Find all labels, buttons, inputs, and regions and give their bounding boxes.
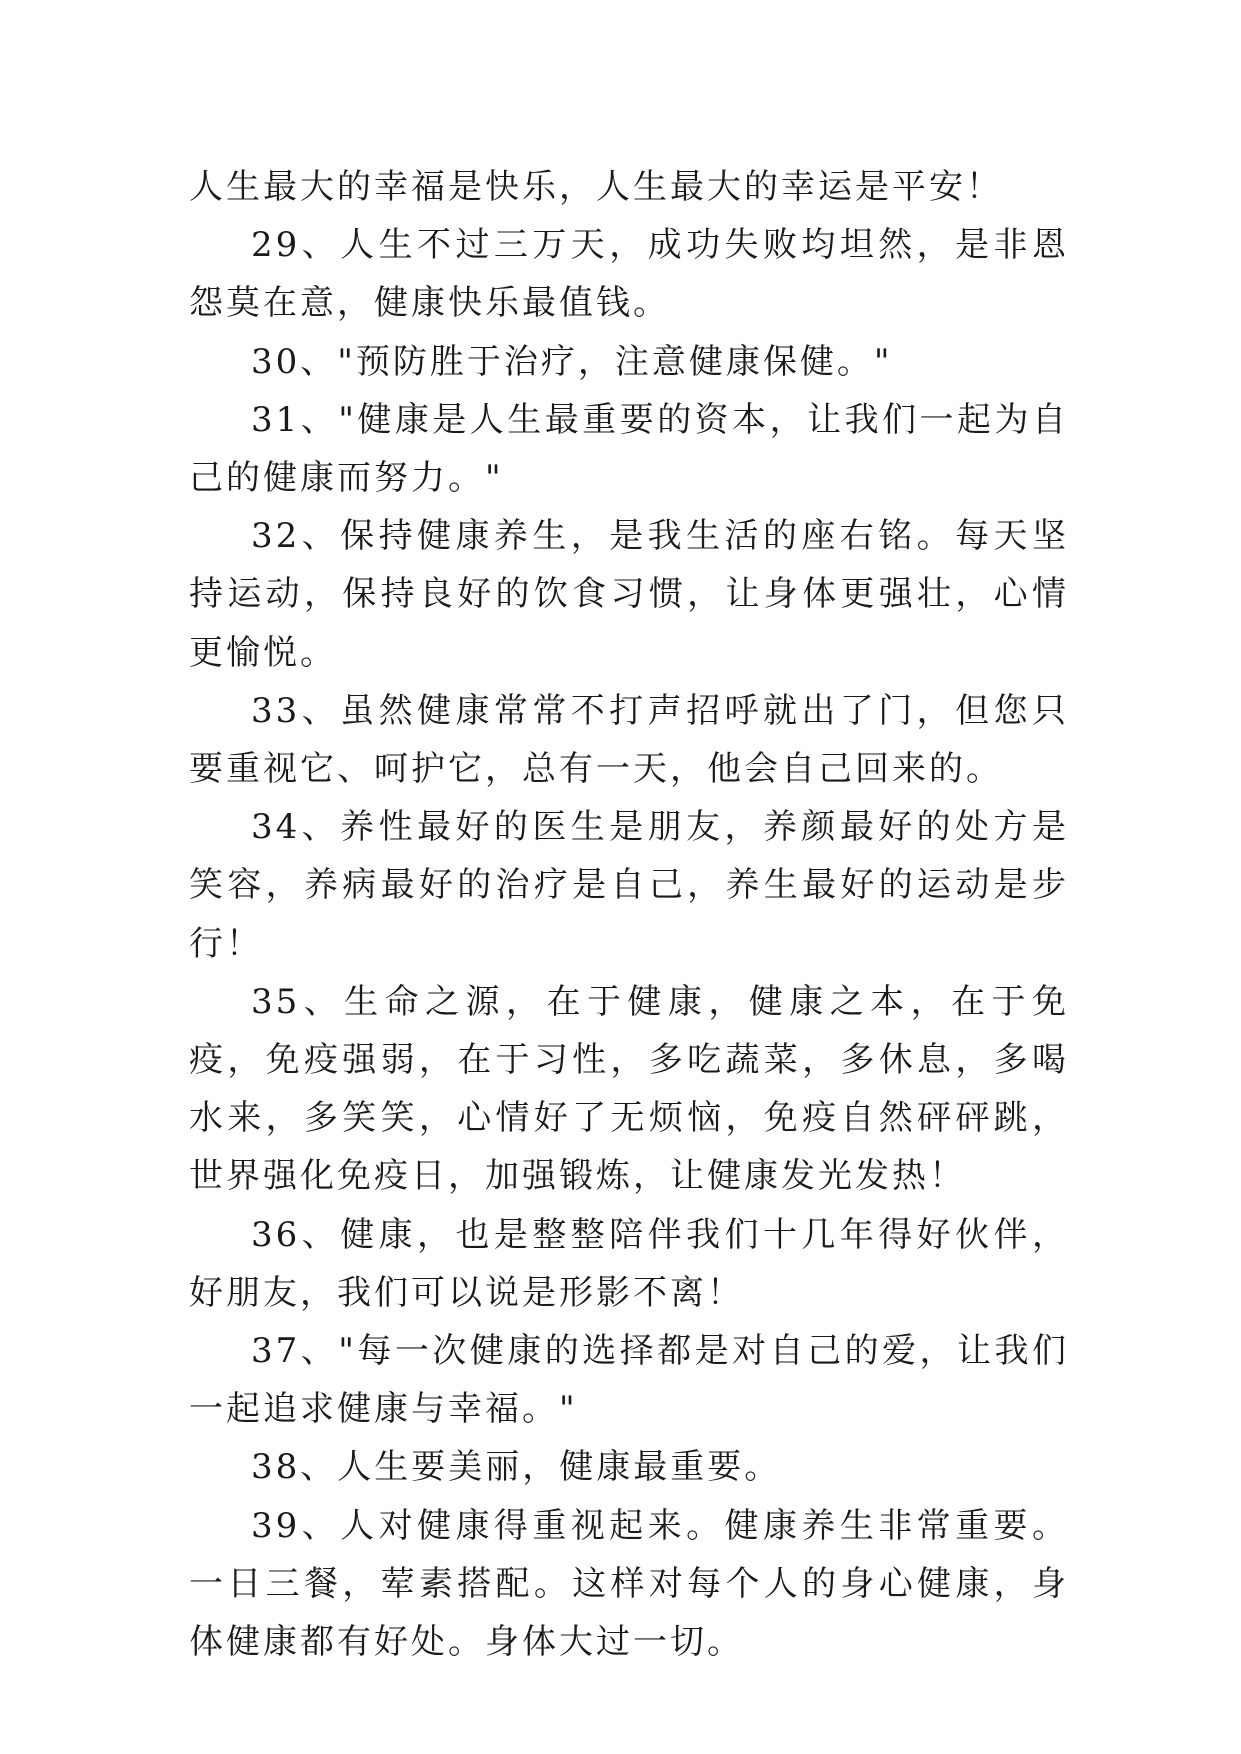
document-body [189,158,1069,1671]
paragraph-item-37: 37、"每一次健康的选择都是对自己的爱，让我们一起追求健康与幸福。" [189,1331,1069,1430]
paragraph-item-35: 35、生命之源，在于健康，健康之本，在于免疫，免疫强弱，在于习性，多吃蔬菜，多休息，多喝水来，多笑笑，心情好了无烦恼，免疫自然砰砰跳，世界强化免疫日，加强锻炼，让健康发光发热！ [189,981,1069,1197]
paragraph-item-34: 34、养性最好的医生是朋友，养颜最好的处方是笑容，养病最好的治疗是自己，养生最好的运动是步行！ [189,807,1069,964]
paragraph-item-36: 36、健康，也是整整陪伴我们十几年得好伙伴，好朋友，我们可以说是形影不离！ [189,1214,1069,1313]
paragraph-item-31: 31、"健康是人生最重要的资本，让我们一起为自己的健康而努力。" [189,399,1069,499]
paragraph-item-33: 33、虽然健康常常不打声招呼就出了门，但您只要重视它、呵护它，总有一天，他会自己回来的。 [189,690,1069,790]
paragraph-item-32: 32、保持健康养生，是我生活的座右铭。每天坚持运动，保持良好的饮食习惯，让身体更强壮，心情更愉悦。 [189,516,1069,673]
paragraph-item-29: 29、人生不过三万天，成功失败均坦然，是非恩怨莫在意，健康快乐最值钱。 [189,225,1069,324]
paragraph-item-39: 39、人对健康得重视起来。健康养生非常重要。一日三餐，荤素搭配。这样对每个人的身心健康，身体健康都有好处。身体大过一切。 [189,1505,1069,1663]
paragraph-item-38: 38、人生要美丽，健康最重要。 [251,1447,782,1488]
paragraph-continuation: 人生最大的幸福是快乐，人生最大的幸运是平安！ [189,167,1003,207]
paragraph-item-30: 30、"预防胜于治疗，注意健康保健。" [251,341,893,382]
